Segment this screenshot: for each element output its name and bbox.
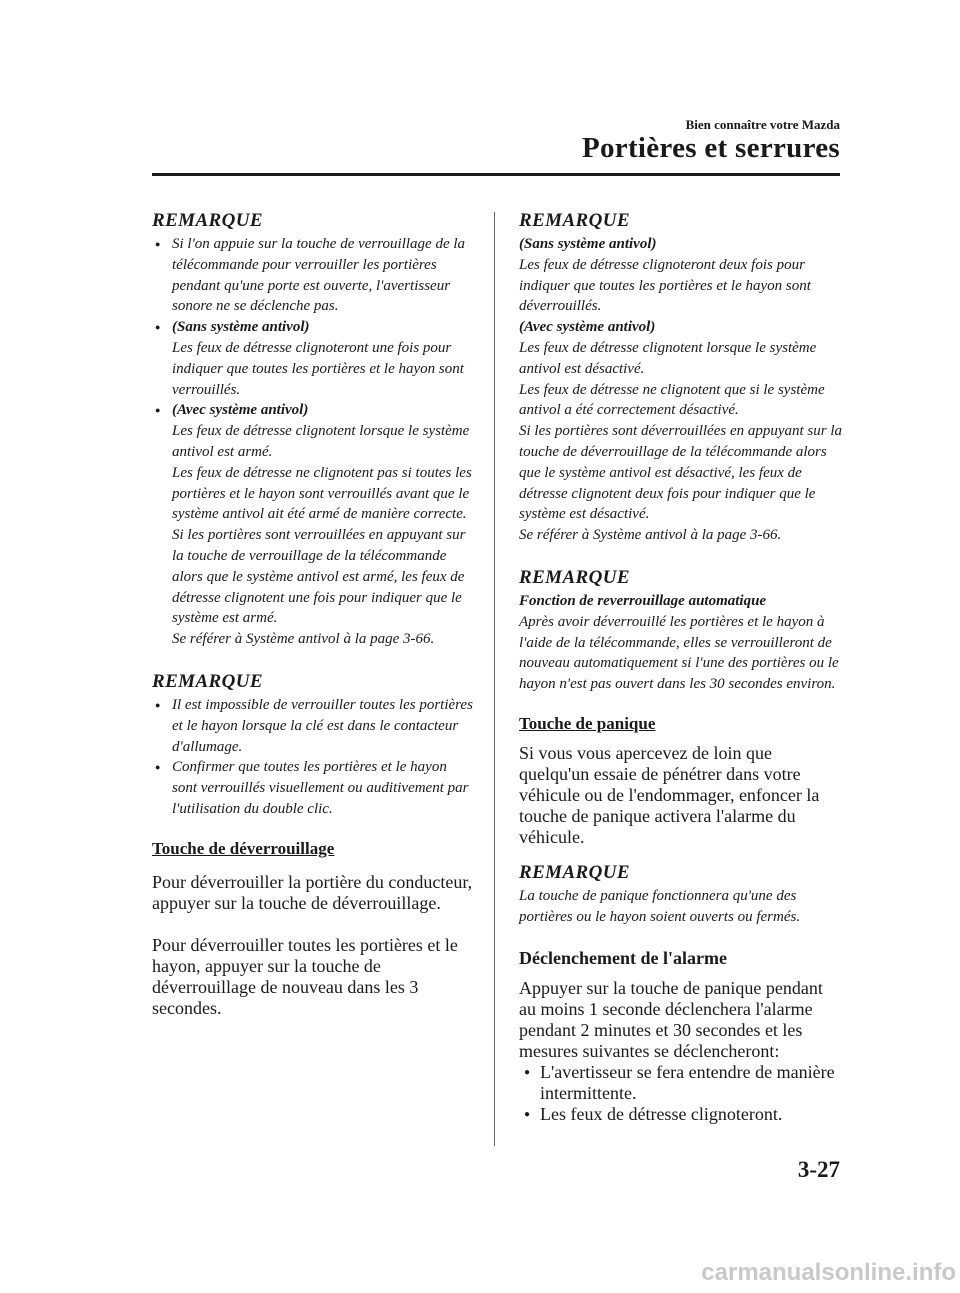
note-heading: REMARQUE xyxy=(152,670,263,692)
note-text: Les feux de détresse ne clignotent que si le système antivol a été correctement désactivé. xyxy=(519,381,825,419)
note-item xyxy=(152,400,474,650)
header-subtitle: Bien connaître votre Mazda xyxy=(685,117,840,132)
column-divider xyxy=(494,212,495,1146)
note-item-reference: Se référer à Système antivol à la page 3-66. xyxy=(172,631,435,648)
note-list xyxy=(152,234,474,650)
note-item-text: Il est impossible de verrouiller toutes les portières et le hayon lorsque la clé est dans le contacteur d'allumage. xyxy=(172,696,473,755)
section-title: Touche de panique xyxy=(519,713,656,733)
note-remarque-4 xyxy=(519,567,843,695)
note-item-text: Si l'on appuie sur la touche de verrouillage de la télécommande pour verrouiller les portières pendant qu'une porte est ouverte, l'avertisseur sonore ne se déclenche pas. xyxy=(172,236,466,315)
section-unlock-button xyxy=(152,838,474,1019)
note-text: Les feux de détresse clignotent lorsque le système antivol est désactivé. xyxy=(519,339,817,377)
note-item xyxy=(152,234,474,317)
alarm-list xyxy=(519,1062,843,1125)
body-paragraph: Appuyer sur la touche de panique pendant au moins 1 seconde déclenchera l'alarme pendant 2 minutes et 30 secondes et les mesures suivantes se déclencheront: xyxy=(519,977,823,1061)
alarm-list-item: ● Les feux de détresse clignoteront. xyxy=(519,1104,843,1125)
note-heading: REMARQUE xyxy=(519,861,630,883)
note-item-label: (Avec système antivol) xyxy=(172,402,309,419)
note-heading: REMARQUE xyxy=(152,210,263,231)
section-alarm-trigger xyxy=(519,946,843,1125)
note-item xyxy=(152,317,474,400)
body-paragraph: Pour déverrouiller la portière du conducteur, appuyer sur la touche de déverrouillage. xyxy=(152,871,473,913)
section-panic-button xyxy=(519,713,843,848)
header-rule xyxy=(152,173,840,176)
note-remarque-5 xyxy=(519,862,843,928)
body-paragraph: Si vous vous apercevez de loin que quelqu'un essaie de pénétrer dans votre véhicule ou de l'endommager, enfoncer la touche de panique activera l'alarme du véhicule. xyxy=(519,742,820,847)
section-title: Touche de déverrouillage xyxy=(152,838,335,858)
note-item-text: Les feux de détresse clignoteront une fois pour indiquer que toutes les portières et le hayon sont verrouillés. xyxy=(172,339,464,398)
note-label: Fonction de reverrouillage automatique xyxy=(519,592,767,609)
note-label: (Sans système antivol) xyxy=(519,236,657,252)
note-item-text: Les feux de détresse ne clignotent pas si toutes les portières et le hayon sont verrouillés avant que le système antivol ait été armé de manière correcte. xyxy=(172,464,472,523)
note-remarque-3 xyxy=(519,210,843,546)
note-remarque-2 xyxy=(152,671,474,820)
note-text: Si les portières sont déverrouillées en appuyant sur la touche de déverrouillage de la télécommande alors que le système antivol est désactivé, les feux de détresse clignotent deux fois pour indiquer que le système est désactivé. xyxy=(519,423,843,523)
page-title: Portières et serrures xyxy=(581,132,840,164)
note-remarque-1 xyxy=(152,210,474,650)
note-item xyxy=(152,757,474,819)
note-heading: REMARQUE xyxy=(519,210,630,231)
note-item xyxy=(152,695,474,757)
note-item-label: (Sans système antivol) xyxy=(172,319,310,336)
note-heading: REMARQUE xyxy=(519,566,630,588)
body-paragraph: Pour déverrouiller toutes les portières et le hayon, appuyer sur la touche de déverrouillage de nouveau dans les 3 secondes. xyxy=(152,934,458,1018)
right-column xyxy=(519,210,843,1125)
note-list xyxy=(152,695,474,820)
note-text: Après avoir déverrouillé les portières et le hayon à l'aide de la télécommande, elles se verrouilleront de nouveau automatiquement si l'une des portières ou le hayon n'est pas ouvert dans les 30 secondes environ. xyxy=(519,613,839,693)
note-label: (Avec système antivol) xyxy=(519,319,656,336)
watermark: carmanualsonline.info xyxy=(701,1259,956,1286)
left-column xyxy=(152,210,474,1019)
alarm-list-item: ● L'avertisseur se fera entendre de manière intermittente. xyxy=(519,1062,843,1104)
note-item-text: Si les portières sont verrouillées en appuyant sur la touche de verrouillage de la télécommande alors que le système antivol est armé, les feux de détresse clignotent une fois pour indiquer que le système est armé. xyxy=(172,527,466,627)
page-number: 3-27 xyxy=(797,1157,840,1182)
note-text: Les feux de détresse clignoteront deux fois pour indiquer que toutes les portières et le hayon sont déverrouillés. xyxy=(519,256,811,315)
note-item-text: Les feux de détresse clignotent lorsque le système antivol est armé. xyxy=(172,423,470,460)
note-text: La touche de panique fonctionnera qu'une des portières ou le hayon soient ouverts ou fermés. xyxy=(519,887,801,925)
subsection-title: Déclenchement de l'alarme xyxy=(519,947,727,968)
note-item-text: Confirmer que toutes les portières et le hayon sont verrouillés visuellement ou auditivement par l'utilisation du double clic. xyxy=(172,759,469,817)
note-reference: Se référer à Système antivol à la page 3-66. xyxy=(519,527,782,544)
